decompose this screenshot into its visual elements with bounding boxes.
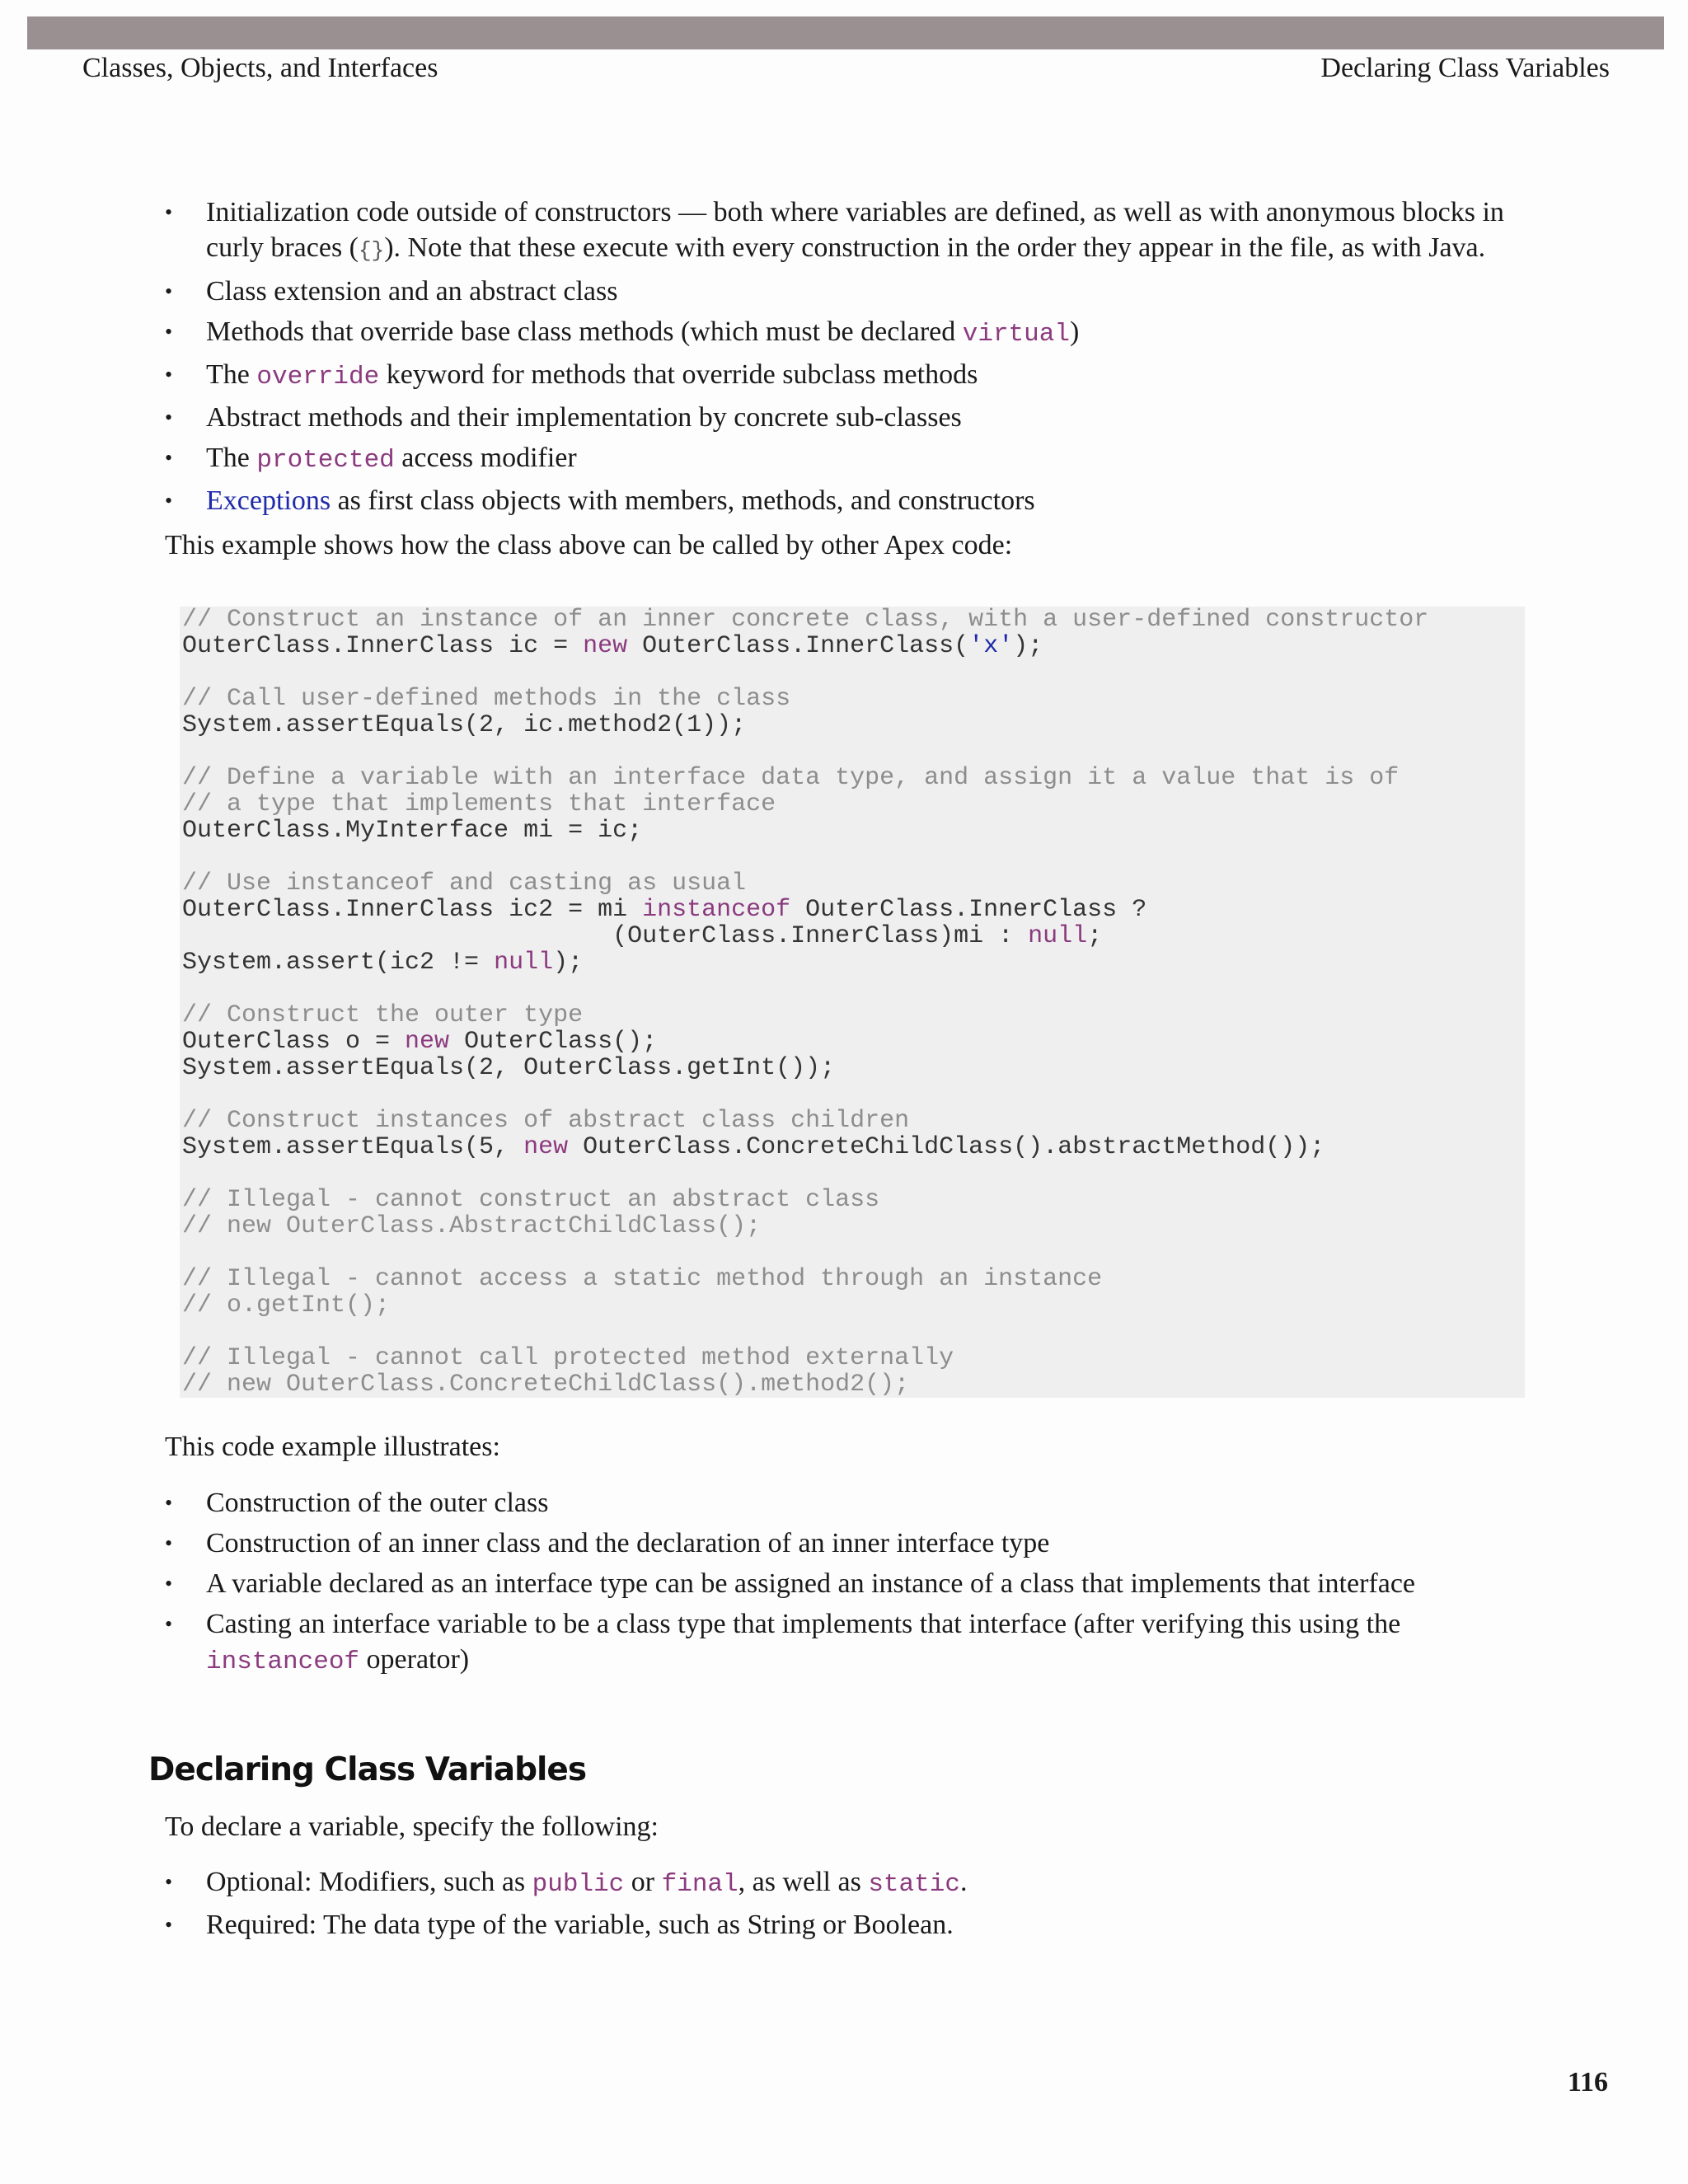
code-comment: // Use instanceof and casting as usual [182,869,747,898]
code-line [182,1213,1428,1240]
code-blank-line [182,976,1428,1002]
code-text: ); [553,949,584,977]
code-comment: // Construct instances of abstract class children [182,1107,910,1135]
code-keyword: null [1028,922,1088,950]
code-comment: // a type that implements that interface [182,790,776,818]
code-line [182,1292,1428,1319]
code-keyword: new [583,632,628,660]
page-number: 116 [1567,2067,1608,2097]
code-line [182,607,1428,633]
code-line [182,1134,1428,1160]
code-string: 'x' [968,632,1014,660]
inline-code: static [868,1870,960,1899]
list-item: • The override keyword for methods that override subclass methods [165,357,1550,395]
inline-code: protected [256,446,395,475]
code-text: OuterClass o = [182,1028,406,1056]
code-text: System.assertEquals(2, OuterClass.getInt()); [182,1054,836,1082]
code-text: System.assertEquals(2, ic.method2(1)); [182,711,747,739]
code-line [182,1371,1428,1398]
code-comment: // new OuterClass.AbstractChildClass(); [182,1212,762,1240]
list-item: • Required: The data type of the variable, such as String or Boolean. [165,1907,1550,1943]
code-text: OuterClass.InnerClass ic2 = mi [182,896,643,924]
code-blank-line [182,844,1428,870]
inline-code: instanceof [206,1647,360,1676]
code-blank-line [182,659,1428,686]
code-blank-line [182,1319,1428,1345]
list-item: • Optional: Modifiers, such as public or final, as well as static. [165,1864,1550,1902]
intro-bullet-list [165,194,1550,523]
list-item: • The protected access modifier [165,440,1550,478]
list-item: • Construction of the outer class [165,1485,1550,1521]
code-comment: // Define a variable with an interface data type, and assign it a value that is of [182,764,1400,792]
code-line [182,765,1428,791]
code-comment: // Illegal - cannot access a static method through an instance [182,1265,1103,1293]
code-comment: // new OuterClass.ConcreteChildClass().method2(); [182,1371,910,1399]
list-item: • Class extension and an abstract class [165,274,1550,309]
code-comment: // Illegal - cannot construct an abstract class [182,1186,880,1214]
code-line [182,923,1428,949]
inline-code: override [256,363,380,391]
code-line [182,949,1428,976]
code-line [182,1029,1428,1055]
code-line [182,1002,1428,1029]
code-comment: // Construct the outer type [182,1001,584,1029]
code-line [182,897,1428,923]
declare-bullet-list [165,1864,1550,1947]
code-text: OuterClass(); [449,1028,658,1056]
list-item: • Casting an interface variable to be a class type that implements that interface (after verifying this using the instanceof operator) [165,1606,1550,1680]
inline-code: public [532,1870,625,1899]
list-item: • Methods that override base class methods (which must be declared virtual) [165,314,1550,352]
code-comment: // Construct an instance of an inner concrete class, with a user-defined constructor [182,606,1429,634]
code-keyword: new [405,1028,450,1056]
exceptions-link[interactable]: Exceptions [206,485,331,516]
code-text: System.assert(ic2 != [182,949,495,977]
list-item: • Exceptions as first class objects with members, methods, and constructors [165,483,1550,518]
code-text: OuterClass.InnerClass ic = [182,632,584,660]
example-intro-text: This example shows how the class above can be called by other Apex code: [165,530,1013,560]
list-item: • Initialization code outside of constructors — both where variables are defined, as well as with anonymous blocks in curly braces ({}). Note that these execute with every construction in the order they appear in the file, as with Java. [165,194,1550,269]
code-line [182,1055,1428,1081]
header-bar [27,16,1664,49]
code-text: ); [1013,632,1043,660]
declare-intro-text: To declare a variable, specify the following: [165,1811,659,1842]
code-comment: // Illegal - cannot call protected method externally [182,1344,954,1372]
illustrates-intro-text: This code example illustrates: [165,1432,500,1462]
code-text: (OuterClass.InnerClass)mi : [182,922,1029,950]
code-line [182,870,1428,897]
illustrates-bullet-list [165,1485,1550,1685]
code-line [182,818,1428,844]
code-blank-line [182,1160,1428,1187]
list-item: • Construction of an inner class and the declaration of an inner interface type [165,1526,1550,1561]
code-block [182,607,1428,1398]
code-text: OuterClass.MyInterface mi = ic; [182,817,643,845]
code-blank-line [182,1240,1428,1266]
code-text: ; [1087,922,1103,950]
code-line [182,1108,1428,1134]
running-header-chapter: Classes, Objects, and Interfaces [82,53,438,83]
code-line [182,633,1428,659]
inline-code: virtual [962,320,1070,349]
code-text: OuterClass.InnerClass( [627,632,969,660]
code-blank-line [182,1081,1428,1108]
code-line [182,1345,1428,1371]
code-line [182,1187,1428,1213]
code-line [182,686,1428,712]
code-keyword: new [523,1133,569,1161]
code-text: System.assertEquals(5, [182,1133,524,1161]
code-text: OuterClass.ConcreteChildClass().abstractMethod()); [568,1133,1325,1161]
list-item: • A variable declared as an interface type can be assigned an instance of a class that implements that interface [165,1566,1550,1601]
code-line [182,1266,1428,1292]
section-heading: Declaring Class Variables [148,1751,587,1788]
inline-code: final [661,1870,738,1899]
running-header-section: Declaring Class Variables [1320,53,1610,83]
code-comment: // Call user-defined methods in the class [182,685,791,713]
code-line [182,712,1428,738]
code-blank-line [182,738,1428,765]
list-item: • Abstract methods and their implementation by concrete sub-classes [165,400,1550,435]
code-keyword: instanceof [642,896,791,924]
code-text: OuterClass.InnerClass ? [790,896,1147,924]
inline-code: {} [359,238,385,263]
code-line [182,791,1428,818]
code-keyword: null [494,949,554,977]
code-comment: // o.getInt(); [182,1291,391,1319]
